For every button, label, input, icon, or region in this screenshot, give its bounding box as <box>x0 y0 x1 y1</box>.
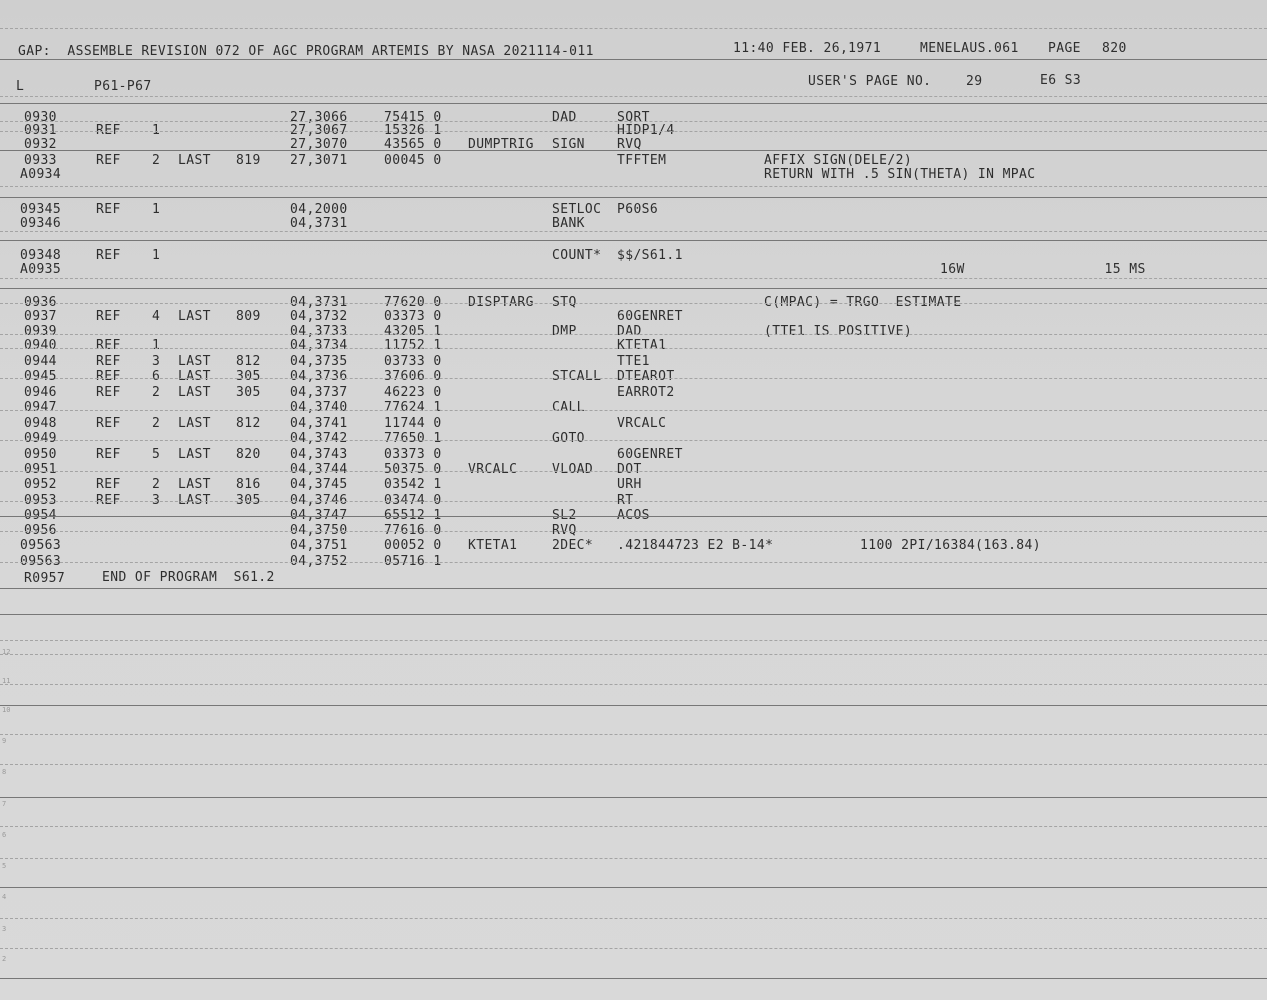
listing-line-number: 0932 <box>24 137 57 152</box>
listing-word: 50375 0 <box>384 462 442 477</box>
listing-address: 04,3746 <box>290 493 348 508</box>
listing-address: 04,3752 <box>290 554 348 569</box>
ruled-line <box>0 471 1267 472</box>
ruled-line <box>0 348 1267 349</box>
footer-line-number: R0957 <box>24 571 66 586</box>
ruled-line <box>0 59 1267 60</box>
ruled-line <box>0 440 1267 441</box>
listing-word: 05716 1 <box>384 554 442 569</box>
listing-word: 46223 0 <box>384 385 442 400</box>
listing-ref-count: 6 <box>152 369 161 384</box>
listing-opcode: STCALL <box>552 369 602 384</box>
ruled-line <box>0 197 1267 198</box>
ruled-line <box>0 288 1267 289</box>
listing-word: 03733 0 <box>384 354 442 369</box>
listing-opcode: CALL <box>552 400 585 415</box>
listing-address: 04,2000 <box>290 202 348 217</box>
listing-operand: 60GENRET <box>617 309 683 324</box>
ruled-line <box>0 640 1267 641</box>
margin-number: 5 <box>2 862 7 870</box>
listing-line-number: 0953 <box>24 493 57 508</box>
ruled-line <box>0 186 1267 187</box>
ruled-line <box>0 562 1267 563</box>
listing-line-number: 09563 <box>20 554 62 569</box>
header-users-page-number: 29 <box>966 74 983 89</box>
ruled-line <box>0 231 1267 232</box>
margin-number: 11 <box>2 677 11 685</box>
listing-ref-count: 5 <box>152 447 161 462</box>
listing-opcode: SL2 <box>552 508 577 523</box>
listing-operand: ACOS <box>617 508 650 523</box>
listing-label: DUMPTRIG <box>468 137 534 152</box>
listing-ref-count: 1 <box>152 248 161 263</box>
listing-ref-count: 2 <box>152 385 161 400</box>
listing-operand: DTEAROT <box>617 369 675 384</box>
listing-line-number: 0956 <box>24 523 57 538</box>
listing-line-number: 0931 <box>24 123 57 138</box>
margin-number: 8 <box>2 768 7 776</box>
listing-opcode: COUNT* <box>552 248 602 263</box>
listing-line-number: 0930 <box>24 110 57 125</box>
listing-word: 15326 1 <box>384 123 442 138</box>
ruled-line <box>0 501 1267 502</box>
listing-line-number: 0945 <box>24 369 57 384</box>
listing-line-number: 0936 <box>24 295 57 310</box>
listing-ref-count: 4 <box>152 309 161 324</box>
listing-word: 00052 0 <box>384 538 442 553</box>
listing-ref-count: 3 <box>152 354 161 369</box>
listing-ref: REF <box>96 447 121 462</box>
listing-opcode: SIGN <box>552 137 585 152</box>
ruled-line <box>0 797 1267 798</box>
header-timestamp: 11:40 FEB. 26,1971 <box>733 41 882 56</box>
listing-operand: DAD <box>617 324 642 339</box>
header-user: MENELAUS.061 <box>920 41 1019 56</box>
listing-operand: .421844723 E2 B-14* <box>617 538 774 553</box>
listing-comment: (TTE1 IS POSITIVE) <box>764 324 913 339</box>
margin-number: 7 <box>2 800 7 808</box>
listing-address: 04,3745 <box>290 477 348 492</box>
listing-address: 04,3741 <box>290 416 348 431</box>
listing-label: KTETA1 <box>468 538 518 553</box>
listing-word: 03373 0 <box>384 309 442 324</box>
ruled-line <box>0 978 1267 979</box>
listing-operand: TFFTEM <box>617 153 667 168</box>
listing-line-number: 09348 <box>20 248 62 263</box>
listing-word: 11752 1 <box>384 338 442 353</box>
ruled-line <box>0 764 1267 765</box>
listing-ref: REF <box>96 123 121 138</box>
header-e6s3: E6 S3 <box>1040 73 1082 88</box>
listing-line-number: 09346 <box>20 216 62 231</box>
listing-ref: REF <box>96 493 121 508</box>
listing-line-number: 0951 <box>24 462 57 477</box>
listing-ref: REF <box>96 153 121 168</box>
listing-operand: DOT <box>617 462 642 477</box>
listing-address: 04,3733 <box>290 324 348 339</box>
listing-last-page: 305 <box>236 493 261 508</box>
ruled-line <box>0 516 1267 517</box>
listing-address: 27,3070 <box>290 137 348 152</box>
listing-operand: URH <box>617 477 642 492</box>
listing-word: 43565 0 <box>384 137 442 152</box>
listing-opcode: DMP <box>552 324 577 339</box>
listing-header-title: GAP: ASSEMBLE REVISION 072 OF AGC PROGRAM ARTEMIS BY NASA 2021114-011 <box>18 44 594 59</box>
listing-ref: REF <box>96 309 121 324</box>
listing-ref: REF <box>96 354 121 369</box>
listing-word: 77616 0 <box>384 523 442 538</box>
listing-operand: KTETA1 <box>617 338 667 353</box>
listing-ref: REF <box>96 369 121 384</box>
listing-address: 04,3734 <box>290 338 348 353</box>
ruled-line <box>0 240 1267 241</box>
listing-operand: RVQ <box>617 137 642 152</box>
ruled-line <box>0 734 1267 735</box>
listing-address: 04,3747 <box>290 508 348 523</box>
listing-word: 11744 0 <box>384 416 442 431</box>
listing-opcode: 2DEC* <box>552 538 594 553</box>
listing-word: 77650 1 <box>384 431 442 446</box>
ruled-line <box>0 826 1267 827</box>
header-page-label: PAGE <box>1048 41 1081 56</box>
ruled-line <box>0 614 1267 615</box>
listing-ref: REF <box>96 416 121 431</box>
ruled-line <box>0 531 1267 532</box>
listing-ref: REF <box>96 338 121 353</box>
listing-line-number: 0944 <box>24 354 57 369</box>
listing-comment: C(MPAC) = TRGO ESTIMATE <box>764 295 962 310</box>
listing-address: 27,3066 <box>290 110 348 125</box>
listing-address: 04,3731 <box>290 216 348 231</box>
listing-line-number: 0950 <box>24 447 57 462</box>
listing-comment: AFFIX SIGN(DELE/2) <box>764 153 913 168</box>
listing-address: 27,3067 <box>290 123 348 138</box>
listing-operand: TTE1 <box>617 354 650 369</box>
listing-label: VRCALC <box>468 462 518 477</box>
listing-comment: 1100 2PI/16384(163.84) <box>860 538 1041 553</box>
listing-last-page: 305 <box>236 369 261 384</box>
listing-ref-count: 1 <box>152 202 161 217</box>
listing-line-number: 0939 <box>24 324 57 339</box>
listing-ref: REF <box>96 202 121 217</box>
listing-last-page: 809 <box>236 309 261 324</box>
listing-last-page: 816 <box>236 477 261 492</box>
listing-last: LAST <box>178 309 211 324</box>
listing-line-number: 0937 <box>24 309 57 324</box>
margin-number: 10 <box>2 706 11 714</box>
footer-end-text: END OF PROGRAM S61.2 <box>102 570 275 585</box>
listing-operand: VRCALC <box>617 416 667 431</box>
listing-operand: SQRT <box>617 110 650 125</box>
listing-line-number: 09345 <box>20 202 62 217</box>
ruled-line <box>0 334 1267 335</box>
listing-operand: 60GENRET <box>617 447 683 462</box>
listing-line-number: 09563 <box>20 538 62 553</box>
listing-address: 04,3751 <box>290 538 348 553</box>
listing-address: 04,3737 <box>290 385 348 400</box>
margin-number: 3 <box>2 925 7 933</box>
listing-comment: 16W 15 MS <box>940 262 1146 277</box>
listing-address: 04,3742 <box>290 431 348 446</box>
ruled-line <box>0 131 1267 132</box>
margin-number: 4 <box>2 893 7 901</box>
ruled-line <box>0 28 1267 29</box>
ruled-line <box>0 103 1267 104</box>
listing-operand: $$/S61.1 <box>617 248 683 263</box>
listing-address: 04,3736 <box>290 369 348 384</box>
listing-last: LAST <box>178 385 211 400</box>
listing-line-number: 0947 <box>24 400 57 415</box>
ruled-line <box>0 96 1267 97</box>
ruled-line <box>0 918 1267 919</box>
listing-word: 65512 1 <box>384 508 442 523</box>
listing-address: 04,3740 <box>290 400 348 415</box>
listing-address: 27,3071 <box>290 153 348 168</box>
listing-last: LAST <box>178 153 211 168</box>
listing-last-page: 820 <box>236 447 261 462</box>
listing-last: LAST <box>178 493 211 508</box>
listing-word: 77624 1 <box>384 400 442 415</box>
listing-opcode: BANK <box>552 216 585 231</box>
listing-opcode: GOTO <box>552 431 585 446</box>
listing-last-page: 812 <box>236 416 261 431</box>
listing-word: 75415 0 <box>384 110 442 125</box>
listing-operand: RT <box>617 493 634 508</box>
listing-ref-count: 1 <box>152 338 161 353</box>
listing-ref: REF <box>96 248 121 263</box>
listing-line-number: 0948 <box>24 416 57 431</box>
listing-ref-count: 2 <box>152 477 161 492</box>
listing-word: 37606 0 <box>384 369 442 384</box>
margin-number: 6 <box>2 831 7 839</box>
listing-opcode: STQ <box>552 295 577 310</box>
margin-number: 12 <box>2 648 11 656</box>
ruled-line <box>0 887 1267 888</box>
listing-word: 43205 1 <box>384 324 442 339</box>
listing-line-number: A0934 <box>20 167 62 182</box>
listing-ref-count: 1 <box>152 123 161 138</box>
listing-label: DISPTARG <box>468 295 534 310</box>
listing-line-number: A0935 <box>20 262 62 277</box>
listing-ref-count: 2 <box>152 153 161 168</box>
listing-address: 04,3735 <box>290 354 348 369</box>
listing-operand: P60S6 <box>617 202 659 217</box>
ruled-line <box>0 410 1267 411</box>
listing-ref: REF <box>96 477 121 492</box>
listing-address: 04,3732 <box>290 309 348 324</box>
listing-last-page: 812 <box>236 354 261 369</box>
listing-address: 04,3744 <box>290 462 348 477</box>
listing-last: LAST <box>178 369 211 384</box>
listing-line-number: 0949 <box>24 431 57 446</box>
ruled-line <box>0 150 1267 151</box>
listing-word: 00045 0 <box>384 153 442 168</box>
listing-last-page: 305 <box>236 385 261 400</box>
listing-word: 03474 0 <box>384 493 442 508</box>
margin-number: 2 <box>2 955 7 963</box>
listing-last: LAST <box>178 477 211 492</box>
listing-ref-count: 2 <box>152 416 161 431</box>
listing-word: 77620 0 <box>384 295 442 310</box>
listing-last: LAST <box>178 416 211 431</box>
listing-word: 03542 1 <box>384 477 442 492</box>
listing-opcode: RVQ <box>552 523 577 538</box>
header-section: L <box>16 79 25 94</box>
listing-line-number: 0952 <box>24 477 57 492</box>
listing-address: 04,3750 <box>290 523 348 538</box>
margin-number: 9 <box>2 737 7 745</box>
ruled-line <box>0 705 1267 706</box>
listing-last-page: 819 <box>236 153 261 168</box>
listing-opcode: SETLOC <box>552 202 602 217</box>
listing-address: 04,3743 <box>290 447 348 462</box>
ruled-line <box>0 948 1267 949</box>
ruled-line <box>0 378 1267 379</box>
listing-operand: EARROT2 <box>617 385 675 400</box>
listing-operand: HIDP1/4 <box>617 123 675 138</box>
listing-line-number: 0933 <box>24 153 57 168</box>
ruled-line <box>0 588 1267 589</box>
listing-line-number: 0946 <box>24 385 57 400</box>
ruled-line <box>0 654 1267 655</box>
listing-line-number: 0954 <box>24 508 57 523</box>
listing-opcode: VLOAD <box>552 462 594 477</box>
ruled-line <box>0 684 1267 685</box>
header-users-page-label: USER'S PAGE NO. <box>808 74 932 89</box>
listing-comment: RETURN WITH .5 SIN(THETA) IN MPAC <box>764 167 1036 182</box>
header-program: P61-P67 <box>94 79 152 94</box>
header-page-number: 820 <box>1102 41 1127 56</box>
listing-address: 04,3731 <box>290 295 348 310</box>
ruled-line <box>0 303 1267 304</box>
ruled-line <box>0 121 1267 122</box>
listing-ref: REF <box>96 385 121 400</box>
listing-line-number: 0940 <box>24 338 57 353</box>
ruled-line <box>0 278 1267 279</box>
listing-last: LAST <box>178 354 211 369</box>
ruled-line <box>0 858 1267 859</box>
listing-last: LAST <box>178 447 211 462</box>
listing-ref-count: 3 <box>152 493 161 508</box>
listing-opcode: DAD <box>552 110 577 125</box>
listing-word: 03373 0 <box>384 447 442 462</box>
